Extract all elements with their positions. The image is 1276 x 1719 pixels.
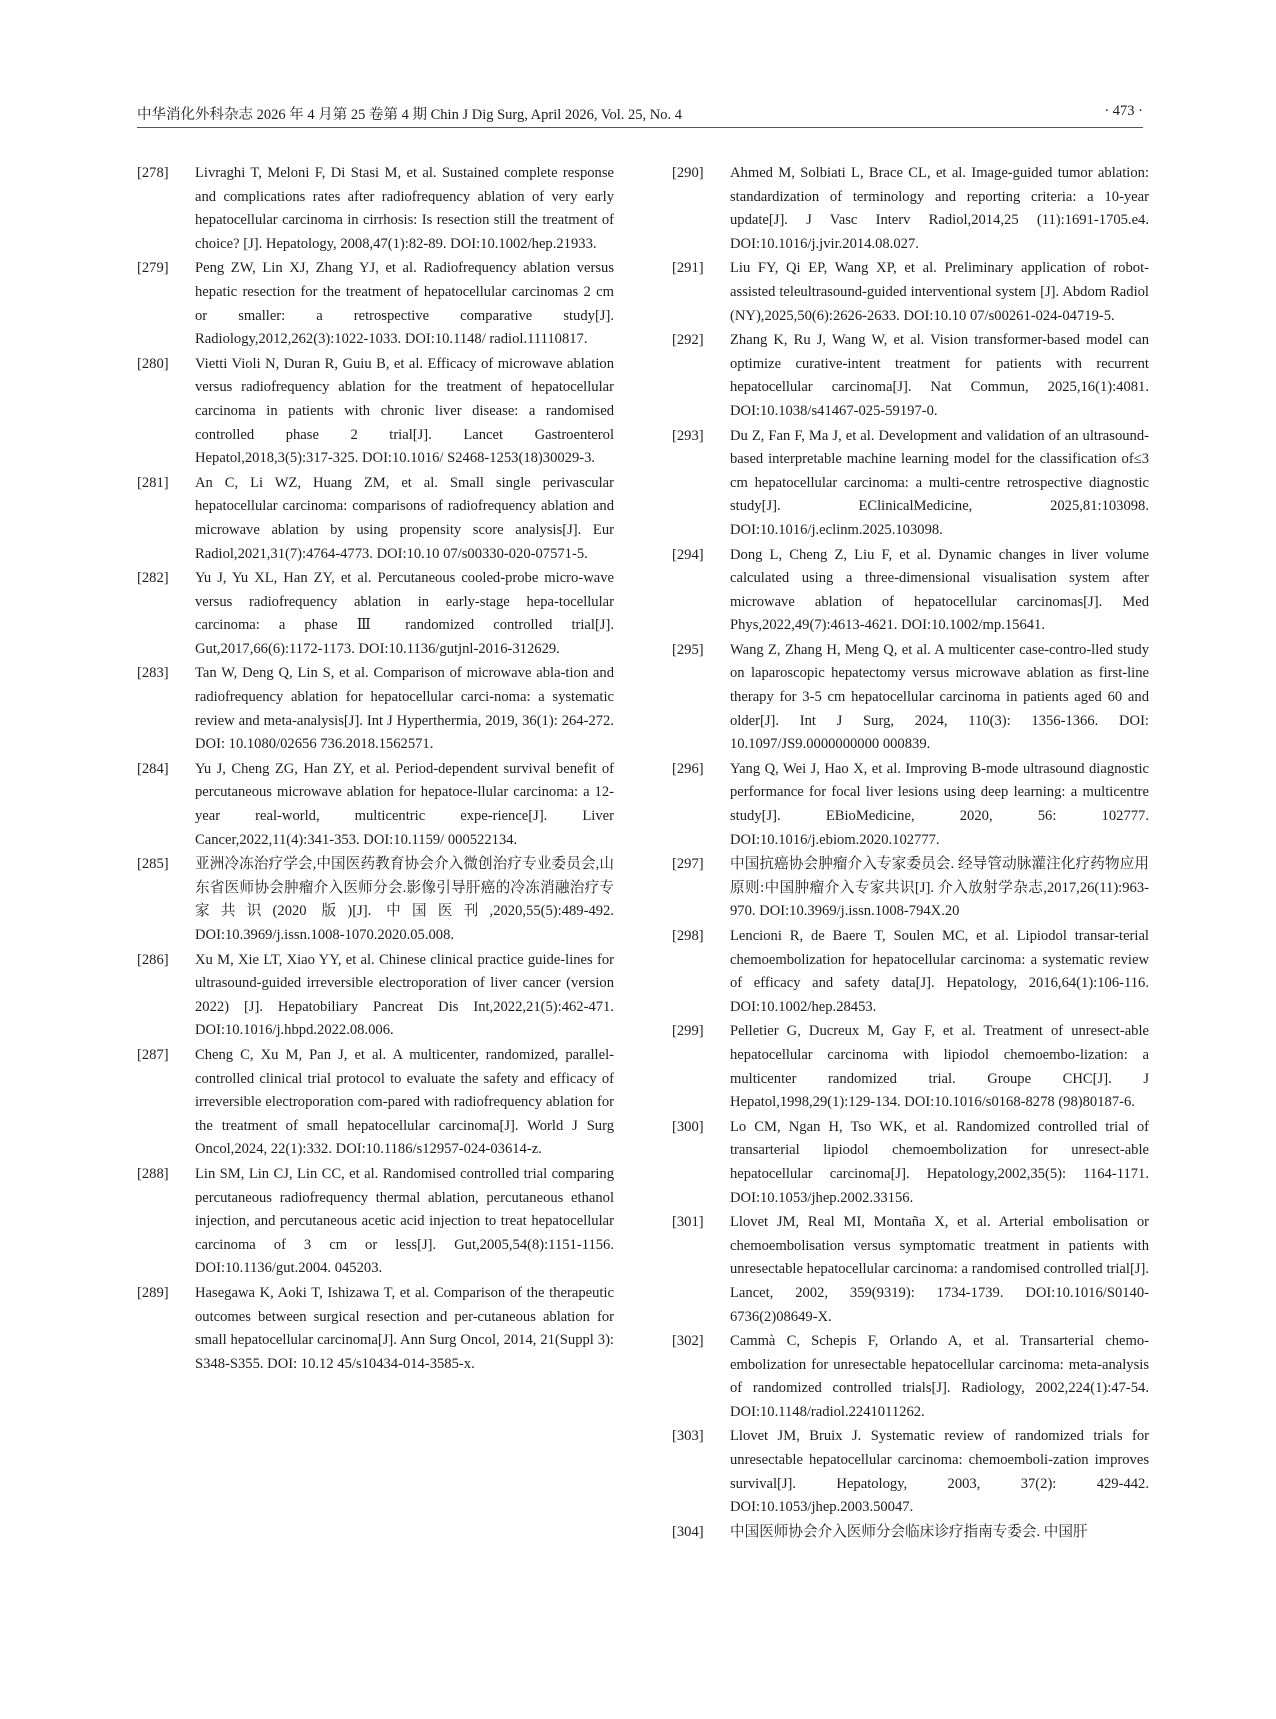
reference-entry: [672, 1116, 1149, 1210]
reference-number: [296]: [672, 760, 704, 777]
reference-entry: [672, 1425, 1149, 1519]
reference-text: Livraghi T, Meloni F, Di Stasi M, et al. Sustained complete response and complications rates after radiofrequency ablation of very early hepatocellular carcinoma in cirrhosis: Is resection still the treatment of choice? [J]. Hepatology, 2008,47(1):82-89. DOI:10.1002/hep.21933.: [195, 165, 614, 252]
reference-text: Llovet JM, Bruix J. Systematic review of randomized trials for unresectable hepatocellular carcinoma: chemoemboli-zation improves survival[J]. Hepatology, 2003, 37(2): 429-442. DOI:10.1053/jhep.2003.50047.: [730, 1428, 1149, 1516]
reference-number: [288]: [137, 1165, 169, 1182]
reference-entry: [137, 1163, 614, 1281]
reference-entry: [672, 1330, 1149, 1424]
header-divider: [137, 127, 1143, 128]
reference-number: [290]: [672, 165, 704, 181]
reference-number: [285]: [137, 856, 169, 873]
reference-number: [280]: [137, 355, 169, 372]
reference-number: [281]: [137, 474, 169, 491]
reference-entry: [137, 257, 614, 351]
reference-text: 中国抗癌协会肿瘤介入专家委员会. 经导管动脉灌注化疗药物应用原则:中国肿瘤介入专家共识[J]. 介入放射学杂志,2017,26(11):963-970. DOI:10.3969/j.issn.1008-794X.20: [730, 856, 1149, 920]
reference-number: [298]: [672, 928, 704, 944]
reference-number: [301]: [672, 1214, 704, 1231]
reference-entry: [137, 1044, 614, 1162]
reference-text: Ahmed M, Solbiati L, Brace CL, et al. Image-guided tumor ablation: standardization of terminology and reporting criteria: a 10-year update[J]. J Vasc Interv Radiol,2014,25 (11):1691-1705.e4. DOI:10.1016/j.jvir.2014.08.027.: [730, 165, 1149, 252]
reference-number: [282]: [137, 570, 169, 587]
reference-entry: [137, 949, 614, 1043]
reference-number: [299]: [672, 1023, 704, 1040]
reference-column-left: [137, 162, 614, 1377]
reference-number: [294]: [672, 546, 704, 563]
reference-number: [283]: [137, 665, 169, 682]
running-header: [137, 103, 1143, 127]
reference-number: [291]: [672, 260, 704, 277]
journal-citation: 中华消化外科杂志 2026 年 4 月第 25 卷第 4 期 Chin J Dig Surg, April 2026, Vol. 25, No. 4: [137, 107, 682, 123]
reference-entry: [672, 925, 1149, 1019]
reference-text: Yu J, Yu XL, Han ZY, et al. Percutaneous cooled-probe micro-wave versus radiofrequency ablation in early-stage hepa-tocellular carcinoma: a phase Ⅲ randomized controlled trial[J]. Gut,2017,66(6):1172-1173. DOI:10.1136/gutjnl-2016-312629.: [195, 570, 614, 657]
reference-text: Liu FY, Qi EP, Wang XP, et al. Preliminary application of robot-assisted teleultrasound-guided interventional system [J]. Abdom Radiol (NY),2025,50(6):2626-2633. DOI:10.10 07/s00261-024-04719-5.: [730, 260, 1149, 324]
reference-number: [292]: [672, 332, 704, 349]
reference-text: Vietti Violi N, Duran R, Guiu B, et al. Efficacy of microwave ablation versus radiofrequency ablation for the treatment of hepatocellular carcinoma in patients with chronic liver disease: a randomised controlled phase 2 trial[J]. Lancet Gastroenterol Hepatol,2018,3(5):317-325. DOI:10.1016/ S2468-1253(18)30029-3.: [195, 355, 614, 467]
reference-entry: [672, 425, 1149, 543]
reference-text: 中国医师协会介入医师分会临床诊疗指南专委会. 中国肝: [730, 1523, 1088, 1540]
reference-number: [297]: [672, 856, 704, 873]
reference-text: Cammà C, Schepis F, Orlando A, et al. Transarterial chemo-embolization for unresectable hepatocellular carcinoma: meta-analysis of randomized controlled trials[J]. Radiology, 2002,224(1):47-54. DOI:10.1148/radiol.2241011262.: [730, 1333, 1149, 1420]
reference-column-right: [672, 162, 1149, 1545]
reference-entry: [672, 853, 1149, 924]
reference-text: Xu M, Xie LT, Xiao YY, et al. Chinese clinical practice guide-lines for ultrasound-guided irreversible electroporation of liver cancer (version 2022) [J]. Hepatobiliary Pancreat Dis Int,2022,21(5):462-471. DOI:10.1016/j.hbpd.2022.08.006.: [195, 951, 614, 1039]
reference-number: [304]: [672, 1523, 704, 1540]
reference-text: Cheng C, Xu M, Pan J, et al. A multicenter, randomized, parallel-controlled clinical trial protocol to evaluate the safety and efficacy of irreversible electroporation com-pared with radiofrequency ablation for the treatment of small hepatocellular carcinoma[J]. World J Surg Oncol,2024, 22(1):332. DOI:10.1186/s12957-024-03614-z.: [195, 1046, 614, 1158]
reference-number: [279]: [137, 260, 169, 277]
reference-text: Lencioni R, de Baere T, Soulen MC, et al. Lipiodol transar-terial chemoembolization for hepatocellular carcinoma: a systematic review of efficacy and safety data[J]. Hepatology, 2016,64(1):106-116. DOI:10.1002/hep.28453.: [730, 928, 1149, 1015]
reference-entry: [137, 472, 614, 566]
reference-entry: [137, 567, 614, 661]
reference-text: Wang Z, Zhang H, Meng Q, et al. A multicenter case-contro-lled study on laparoscopic hepatectomy versus microwave ablation as first-line therapy for 3-5 cm hepatocellular carcinoma in patients aged 60 and older[J]. Int J Surg, 2024, 110(3): 1356-1366. DOI: 10.1097/JS9.0000000000 000839.: [730, 641, 1149, 753]
reference-entry: [672, 257, 1149, 328]
reference-text: Lin SM, Lin CJ, Lin CC, et al. Randomised controlled trial comparing percutaneous radiofrequency thermal ablation, percutaneous ethanol injection, and percutaneous acetic acid injection to treat hepatocellular carcinoma of 3 cm or less[J]. Gut,2005,54(8):1151-1156. DOI:10.1136/gut.2004. 045203.: [195, 1165, 614, 1277]
reference-entry: [672, 639, 1149, 757]
reference-entry: [137, 853, 614, 947]
reference-entry: [672, 758, 1149, 852]
reference-entry: [672, 544, 1149, 638]
reference-text: Du Z, Fan F, Ma J, et al. Development and validation of an ultrasound-based interpretable machine learning model for the classification of≤3 cm hepatocellular carcinoma: a multi-centre retrospective diagnostic study[J]. EClinicalMedicine, 2025,81:103098. DOI:10.1016/j.eclinm.2025.103098.: [730, 427, 1149, 538]
reference-number: [287]: [137, 1046, 169, 1063]
reference-text: Yu J, Cheng ZG, Han ZY, et al. Period-dependent survival benefit of percutaneous microwave ablation for hepatoce-llular carcinoma: a 12-year real-world, multicentric expe-rience[J]. Liver Cancer,2022,11(4):341-353. DOI:10.1159/ 000522134.: [195, 760, 614, 848]
reference-number: [278]: [137, 165, 169, 181]
reference-text: 亚洲冷冻治疗学会,中国医药教育协会介入微创治疗专业委员会,山东省医师协会肿瘤介入医师分会.影像引导肝癌的冷冻消融治疗专家共识(2020 版)[J]. 中国医刊,2020,55(5):489-492. DOI:10.3969/j.issn.1008-1070.2020.05.008.: [195, 856, 614, 943]
reference-number: [302]: [672, 1333, 704, 1350]
reference-entry: [672, 1211, 1149, 1329]
reference-number: [284]: [137, 760, 169, 777]
reference-number: [300]: [672, 1118, 704, 1135]
reference-text: Tan W, Deng Q, Lin S, et al. Comparison of microwave abla-tion and radiofrequency ablation for hepatocellular carci-noma: a systematic review and meta-analysis[J]. Int J Hyperthermia, 2019, 36(1): 264-272. DOI: 10.1080/02656 736.2018.1562571.: [195, 665, 614, 753]
reference-number: [303]: [672, 1428, 704, 1445]
reference-entry: [137, 662, 614, 756]
reference-entry: [137, 758, 614, 852]
reference-text: Yang Q, Wei J, Hao X, et al. Improving B-mode ultrasound diagnostic performance for focal liver lesions using deep learning: a multicentre study[J]. EBioMedicine, 2020, 56: 102777. DOI:10.1016/j.ebiom.2020.102777.: [730, 760, 1149, 848]
reference-number: [293]: [672, 427, 704, 444]
reference-number: [295]: [672, 641, 704, 658]
reference-entry: [137, 162, 614, 256]
reference-text: Dong L, Cheng Z, Liu F, et al. Dynamic changes in liver volume calculated using a three-dimensional visualisation system after microwave ablation of hepatocellular carcinomas[J]. Med Phys,2022,49(7):4613-4621. DOI:10.1002/mp.15641.: [730, 546, 1149, 634]
reference-text: Lo CM, Ngan H, Tso WK, et al. Randomized controlled trial of transarterial lipiodol chemoembolization for unresect-able hepatocellular carcinoma[J]. Hepatology,2002,35(5): 1164-1171. DOI:10.1053/jhep.2002.33156.: [730, 1118, 1149, 1206]
reference-entry: [672, 1020, 1149, 1114]
reference-number: [286]: [137, 951, 169, 968]
reference-text: Hasegawa K, Aoki T, Ishizawa T, et al. Comparison of the therapeutic outcomes between surgical resection and per-cutaneous ablation for small hepatocellular carcinoma[J]. Ann Surg Oncol, 2014, 21(Suppl 3): S348-S355. DOI: 10.12 45/s10434-014-3585-x.: [195, 1284, 614, 1372]
reference-text: Peng ZW, Lin XJ, Zhang YJ, et al. Radiofrequency ablation versus hepatic resection for the treatment of hepatocellular carcinomas 2 cm or smaller: a retrospective comparative study[J]. Radiology,2012,262(3):1022-1033. DOI:10.1148/ radiol.11110817.: [195, 260, 614, 348]
reference-number: [289]: [137, 1284, 169, 1301]
page-number: · 473 ·: [1104, 103, 1143, 119]
reference-text: An C, Li WZ, Huang ZM, et al. Small single perivascular hepatocellular carcinoma: comparisons of radiofrequency ablation and microwave ablation by using propensity score analysis[J]. Eur Radiol,2021,31(7):4764-4773. DOI:10.10 07/s00330-020-07571-5.: [195, 474, 614, 562]
reference-text: Pelletier G, Ducreux M, Gay F, et al. Treatment of unresect-able hepatocellular carcinoma with lipiodol chemoembo-lization: a multicenter randomized trial. Groupe CHC[J]. J Hepatol,1998,29(1):129-134. DOI:10.1016/s0168-8278 (98)80187-6.: [730, 1023, 1149, 1111]
reference-entry: [137, 1282, 614, 1376]
reference-entry: [672, 162, 1149, 256]
reference-entry: [672, 1521, 1149, 1545]
reference-text: Llovet JM, Real MI, Montaña X, et al. Arterial embolisation or chemoembolisation versus symptomatic treatment in patients with unresectable hepatocellular carcinoma: a randomised controlled trial[J]. Lancet, 2002, 359(9319): 1734-1739. DOI:10.1016/S0140-6736(2)08649-X.: [730, 1214, 1149, 1325]
reference-text: Zhang K, Ru J, Wang W, et al. Vision transformer-based model can optimize curative-intent treatment for patients with recurrent hepatocellular carcinoma[J]. Nat Commun, 2025,16(1):4081. DOI:10.1038/s41467-025-59197-0.: [730, 332, 1149, 419]
reference-entry: [672, 329, 1149, 423]
reference-entry: [137, 353, 614, 471]
